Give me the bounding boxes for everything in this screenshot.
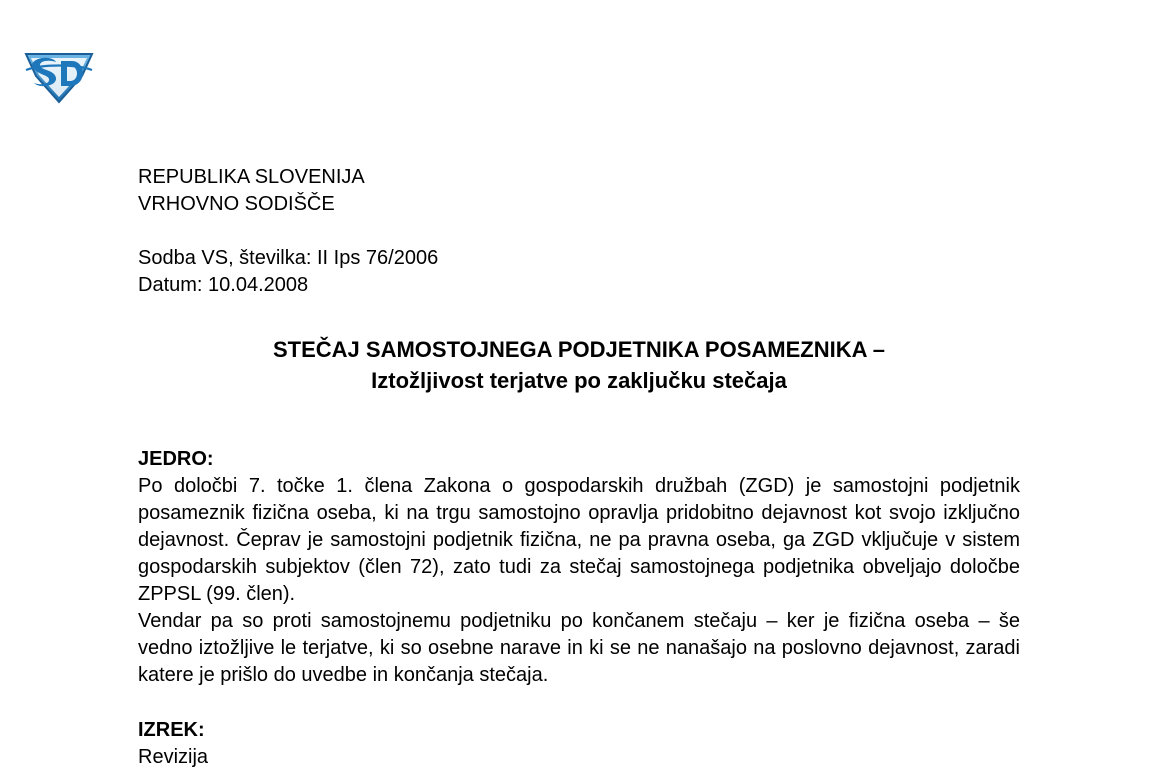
title-line-2: Iztožljivost terjatve po zaključku stečaja	[371, 368, 787, 393]
header-country: REPUBLIKA SLOVENIJA	[138, 166, 365, 188]
sd-logo	[22, 48, 96, 104]
header-court: VRHOVNO SODIŠČE	[138, 193, 335, 215]
jedro-paragraph-1: Po določbi 7. točke 1. člena Zakona o gospodarskih družbah (ZGD) je samostojni podjetnik posameznik fizična oseba, ki na trgu samostojno opravlja pridobitno dejavnost kot svojo izključno dejavnost. Čeprav je samostojni podjetnik fizična, ne pa pravna oseba, ga ZGD vključuje v sistem gospodarskih subjektov (člen 72), zato tudi za stečaj samostojnega podjetnika obveljajo določbe ZPPSL (99. člen).	[138, 475, 1020, 605]
document-page	[138, 164, 1020, 771]
document-title	[138, 334, 1020, 396]
case-number: Sodba VS, številka: II Ips 76/2006	[138, 247, 439, 269]
title-line-1: STEČAJ SAMOSTOJNEGA PODJETNIKA POSAMEZNIKA –	[272, 337, 885, 362]
izrek-heading: IZREK:	[138, 719, 205, 741]
jedro-heading: JEDRO:	[138, 448, 214, 470]
case-date: Datum: 10.04.2008	[138, 274, 309, 296]
jedro-paragraph-2: Vendar pa so proti samostojnemu podjetniku po končanem stečaju – ker je fizična oseba – še vedno iztožljive le terjatve, ki so osebne narave in ki se ne nanašajo na poslovno dejavnost, zaradi katere je prišlo do uvedbe in končanja stečaja.	[138, 610, 1020, 686]
izrek-partial-line: Revizija	[138, 746, 209, 768]
